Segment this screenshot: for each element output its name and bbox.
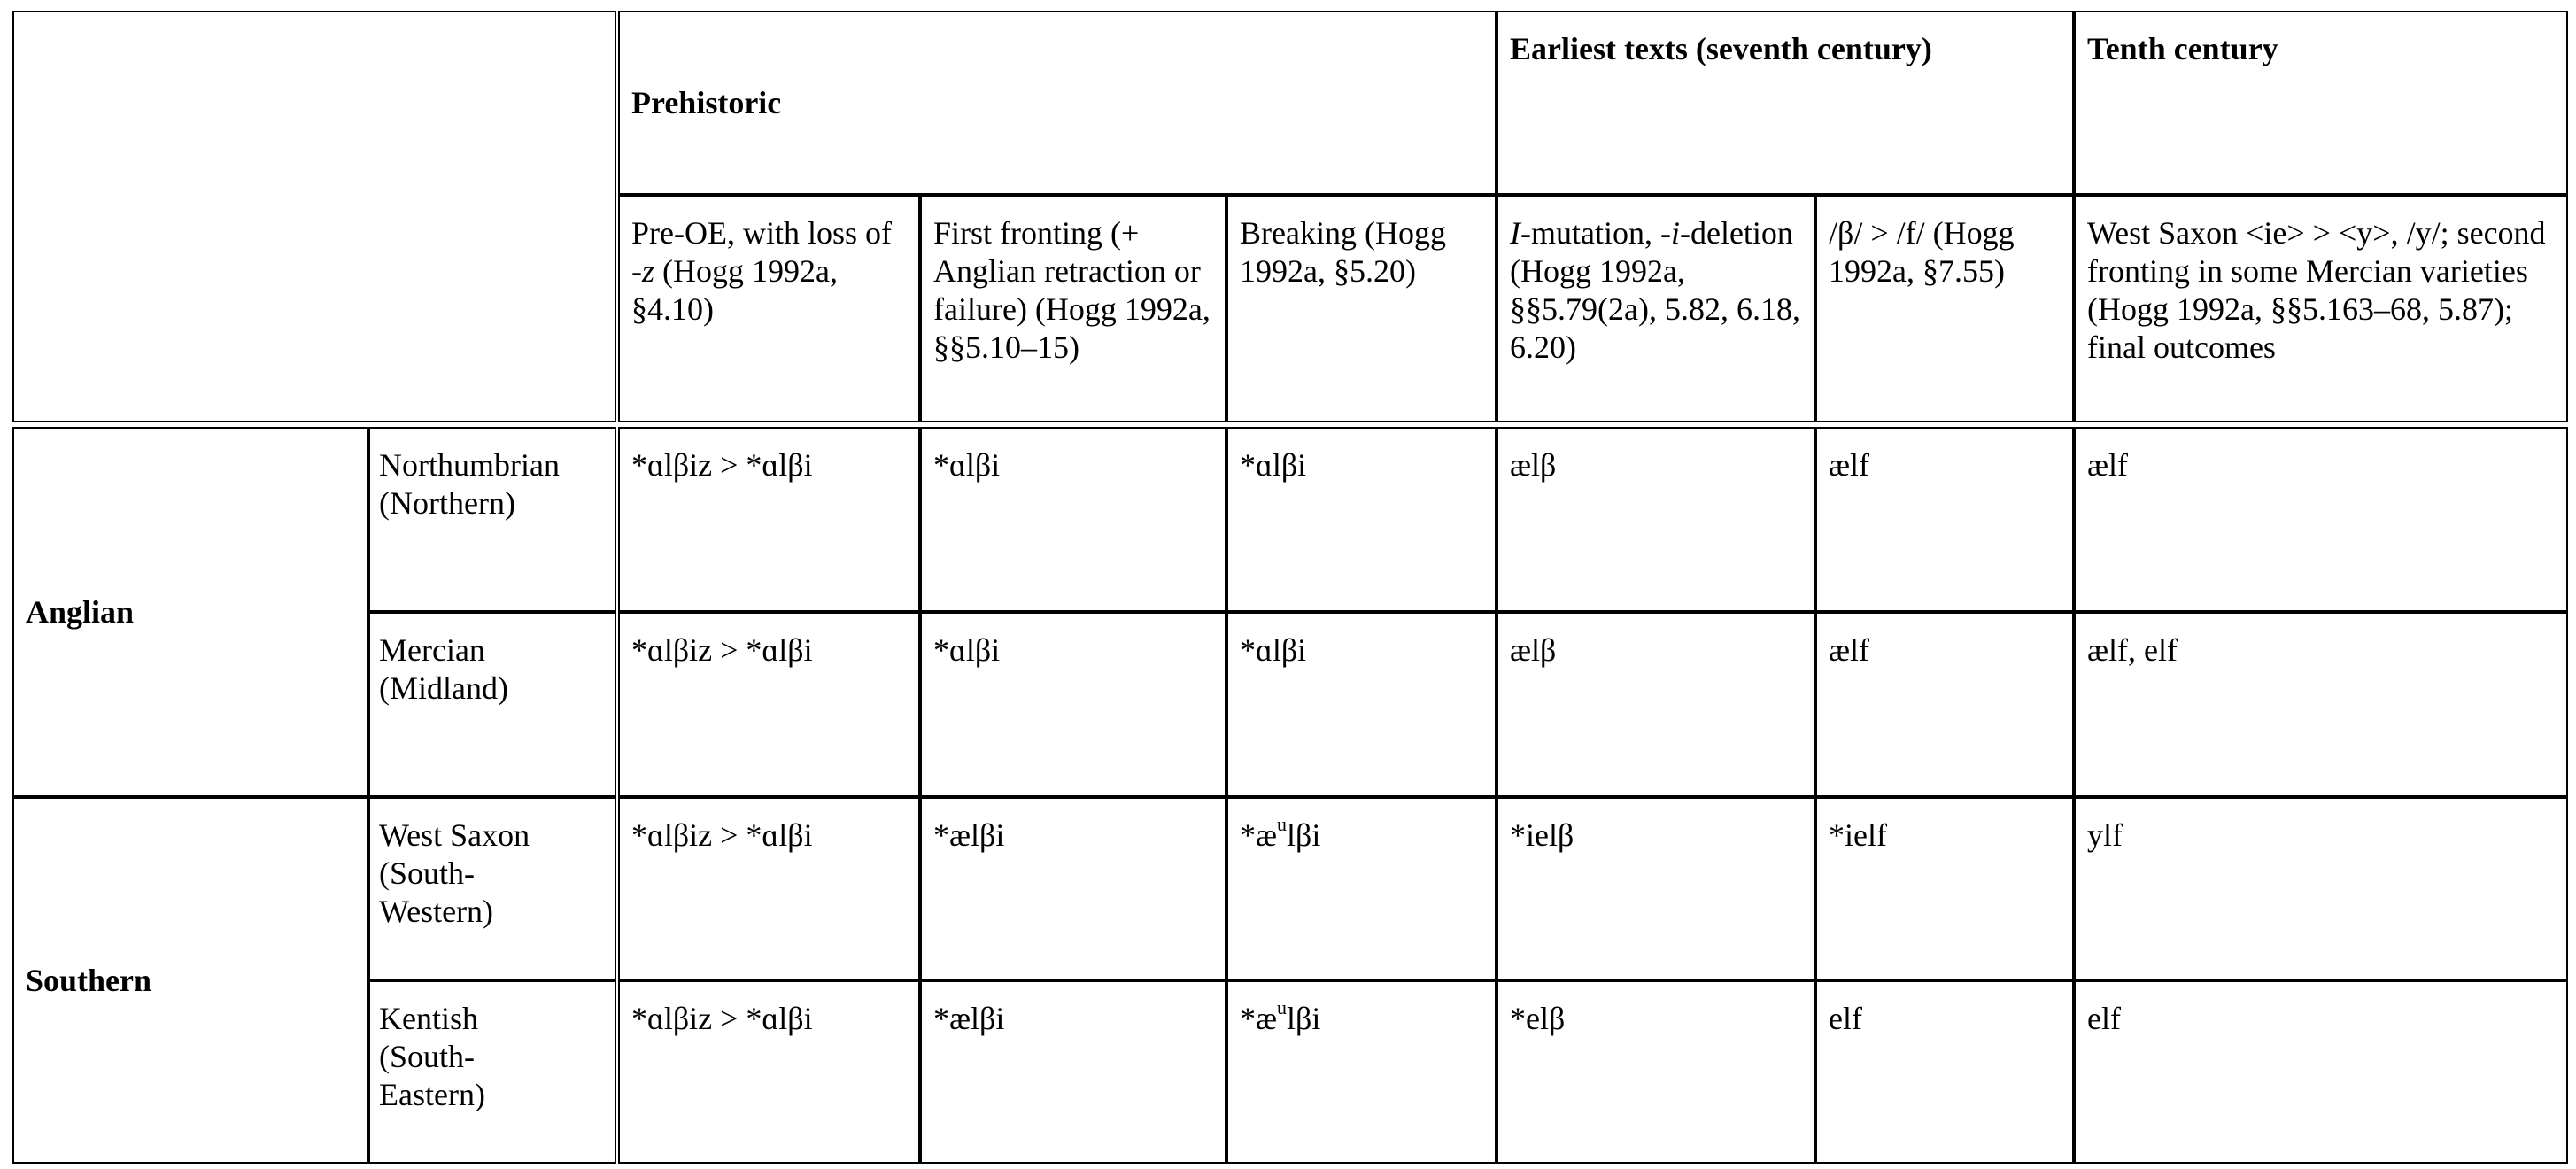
header-prehistoric: Prehistoric (618, 11, 1497, 195)
cell-first-fronting: *ɑlβi (920, 427, 1226, 612)
cell-beta-to-f: ælf (1815, 612, 2074, 797)
dialect-mercian: Mercian (Midland) (368, 612, 616, 797)
cell-pre-oe: *ɑlβiz > *ɑlβi (618, 427, 920, 612)
col-header-i-mutation-d: deletion (Hogg 1992a, §§5.79(2a), 5.82, 6.18, 6.20) (1510, 215, 1800, 365)
cell-first-fronting: *ɑlβi (920, 612, 1226, 797)
cell-tenth-century: ælf, elf (2074, 612, 2568, 797)
cell-breaking: *ɑlβi (1226, 427, 1497, 612)
cell-pre-oe: *ɑlβiz > *ɑlβi (618, 612, 920, 797)
cell-breaking (1226, 797, 1497, 980)
col-header-pre-oe-c: (Hogg 1992a, §4.10) (631, 253, 838, 327)
col-header-first-fronting: First fronting (+ Anglian retraction or failure) (Hogg 1992a, §§5.10–15) (920, 195, 1226, 422)
cell-beta-to-f: ælf (1815, 427, 2074, 612)
col-header-pre-oe (618, 195, 920, 422)
group-southern: Southern (12, 797, 368, 1164)
cell-tenth-century: elf (2074, 980, 2568, 1164)
col-header-pre-oe-z: -z (631, 253, 654, 289)
cell-beta-to-f: elf (1815, 980, 2074, 1164)
cell-breaking-b: lβi (1287, 817, 1321, 853)
cell-first-fronting: *ælβi (920, 797, 1226, 980)
cell-pre-oe: *ɑlβiz > *ɑlβi (618, 797, 920, 980)
dialect-northumbrian: Northumbrian (Northern) (368, 427, 616, 612)
cell-breaking-sup: u (1277, 996, 1288, 1018)
col-header-i-mutation-b: -mutation, (1520, 215, 1660, 251)
cell-i-mutation: ælβ (1497, 427, 1815, 612)
col-header-pre-oe-a: Pre-OE, with loss of (631, 215, 892, 251)
cell-i-mutation: *elβ (1497, 980, 1815, 1164)
cell-breaking-a: *æ (1240, 817, 1278, 853)
cell-breaking-a: *æ (1240, 1001, 1278, 1036)
cell-beta-to-f: *ielf (1815, 797, 2074, 980)
cell-breaking (1226, 980, 1497, 1164)
col-header-breaking: Breaking (Hogg 1992a, §5.20) (1226, 195, 1497, 422)
dialect-kentish: Kentish (South-Eastern) (368, 980, 616, 1164)
cell-first-fronting: *ælβi (920, 980, 1226, 1164)
cell-breaking-sup: u (1277, 813, 1288, 835)
dialect-west-saxon: West Saxon (South-Western) (368, 797, 616, 980)
col-header-tenth-century: West Saxon <ie> > <y>, /y/; second fronting in some Mercian varieties (Hogg 1992a, §§5.163–68, 5.87); final outcomes (2074, 195, 2568, 422)
col-header-i-mutation-c: -i- (1659, 215, 1690, 251)
col-header-i-mutation (1497, 195, 1815, 422)
cell-breaking-b: lβi (1287, 1001, 1321, 1036)
col-header-i-mutation-a: I (1510, 215, 1520, 251)
group-anglian: Anglian (12, 427, 368, 797)
col-header-beta-to-f: /β/ > /f/ (Hogg 1992a, §7.55) (1815, 195, 2074, 422)
cell-breaking: *ɑlβi (1226, 612, 1497, 797)
cell-i-mutation: ælβ (1497, 612, 1815, 797)
cell-pre-oe: *ɑlβiz > *ɑlβi (618, 980, 920, 1164)
cell-tenth-century: ylf (2074, 797, 2568, 980)
cell-tenth-century: ælf (2074, 427, 2568, 612)
corner-cell (12, 11, 616, 422)
header-tenth-century: Tenth century (2074, 11, 2568, 195)
header-earliest-texts: Earliest texts (seventh century) (1497, 11, 2074, 195)
cell-i-mutation: *ielβ (1497, 797, 1815, 980)
